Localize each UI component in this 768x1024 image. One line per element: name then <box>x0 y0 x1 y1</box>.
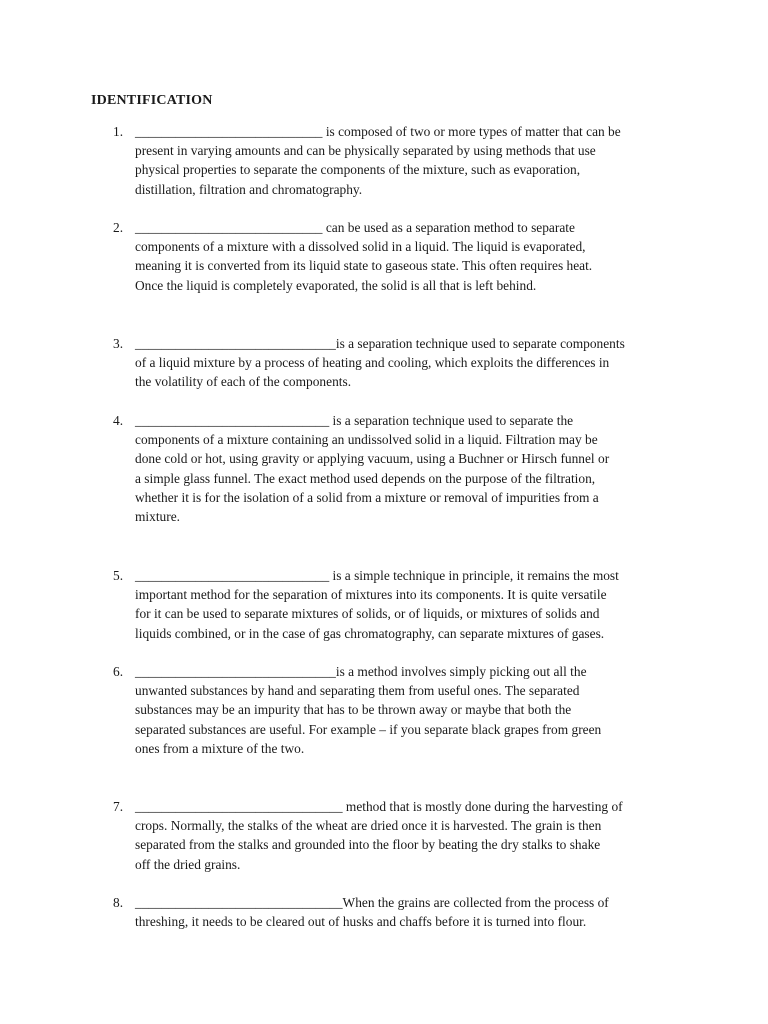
question-text <box>135 334 673 392</box>
text-line: _____________________________ is a simple technique in principle, it remains the most <box>135 568 619 583</box>
question-number: 8. <box>113 895 124 910</box>
text-line: important method for the separation of mixtures into its components. It is quite versatile <box>135 587 607 603</box>
text-line: _____________________________ is a separation technique used to separate the <box>135 413 574 428</box>
question-item-8 <box>113 893 673 931</box>
question-text <box>135 893 673 931</box>
question-text <box>135 797 673 874</box>
text-line: the volatility of each of the components. <box>135 374 352 390</box>
question-number: 4. <box>113 413 124 428</box>
question-item-3 <box>113 334 673 392</box>
question-item-5 <box>113 566 673 643</box>
question-text <box>135 566 673 643</box>
text-line: substances may be an impurity that has to be thrown away or maybe that both the <box>135 702 572 718</box>
text-line: for it can be used to separate mixtures of solids, or of liquids, or mixtures of solids and <box>135 606 600 622</box>
text-line: crops. Normally, the stalks of the wheat are dried once it is harvested. The grain is then <box>135 818 602 834</box>
text-line: of a liquid mixture by a process of heating and cooling, which exploits the differences in <box>135 355 610 371</box>
text-line: mixture. <box>135 509 180 525</box>
question-number: 3. <box>113 336 124 351</box>
text-line: whether it is for the isolation of a solid from a mixture or removal of impurities from a <box>135 489 599 505</box>
question-number: 5. <box>113 568 124 583</box>
text-line: ____________________________ can be used as a separation method to separate <box>135 220 575 235</box>
text-line: liquids combined, or in the case of gas chromatography, can separate mixtures of gases. <box>135 625 605 641</box>
text-line: ones from a mixture of the two. <box>135 740 305 756</box>
text-line: a simple glass funnel. The exact method used depends on the purpose of the filtration, <box>135 470 596 486</box>
question-item-1 <box>113 122 673 199</box>
text-line: distillation, filtration and chromatography. <box>135 181 363 197</box>
text-line: ______________________________is a method involves simply picking out all the <box>135 664 587 679</box>
text-line: present in varying amounts and can be physically separated by using methods that use <box>135 143 596 159</box>
question-text <box>135 662 673 758</box>
document-heading: IDENTIFICATION <box>91 93 213 108</box>
text-line: unwanted substances by hand and separating them from useful ones. The separated <box>135 683 580 699</box>
question-item-6 <box>113 662 673 758</box>
question-text <box>135 122 673 199</box>
text-line: done cold or hot, using gravity or applying vacuum, using a Buchner or Hirsch funnel or <box>135 451 610 467</box>
question-number: 7. <box>113 799 124 814</box>
text-line: meaning it is converted from its liquid state to gaseous state. This often requires heat. <box>135 258 593 274</box>
text-line: _______________________________ method that is mostly done during the harvesting of <box>135 799 623 814</box>
text-line: off the dried grains. <box>135 856 241 872</box>
question-item-7 <box>113 797 673 874</box>
question-item-4 <box>113 411 673 526</box>
text-line: separated substances are useful. For example – if you separate black grapes from green <box>135 721 602 737</box>
question-number: 2. <box>113 220 124 235</box>
text-line: physical properties to separate the components of the mixture, such as evaporation, <box>135 162 581 178</box>
question-text <box>135 411 673 526</box>
text-line: separated from the stalks and grounded into the floor by beating the dry stalks to shake <box>135 837 601 853</box>
question-number: 1. <box>113 124 124 139</box>
text-line: ____________________________ is composed of two or more types of matter that can be <box>135 124 621 139</box>
question-item-2 <box>113 218 673 295</box>
text-line: Once the liquid is completely evaporated, the solid is all that is left behind. <box>135 277 537 293</box>
question-text <box>135 218 673 295</box>
text-line: ______________________________is a separation technique used to separate components <box>135 336 625 351</box>
text-line: components of a mixture containing an undissolved solid in a liquid. Filtration may be <box>135 432 598 448</box>
text-line: threshing, it needs to be cleared out of husks and chaffs before it is turned into flour. <box>135 914 587 930</box>
question-number: 6. <box>113 664 124 679</box>
text-line: components of a mixture with a dissolved solid in a liquid. The liquid is evaporated, <box>135 239 586 255</box>
text-line: _______________________________When the grains are collected from the process of <box>135 895 609 910</box>
